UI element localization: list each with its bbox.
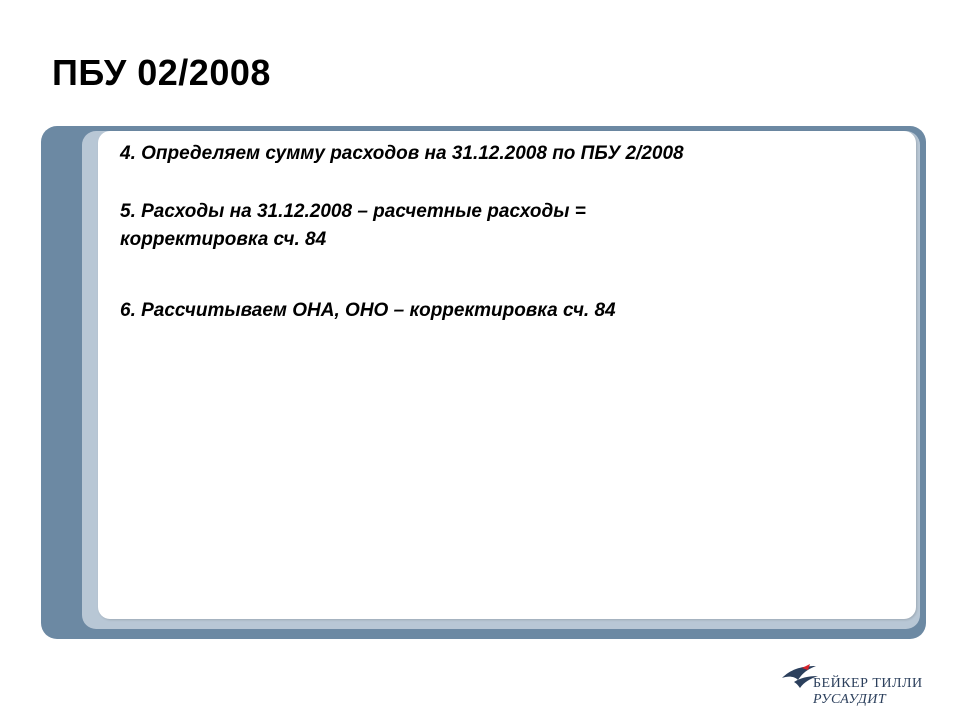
list-item-5 [120, 198, 880, 254]
list-item-5-line1: 5. Расходы на 31.12.2008 – расчетные расходы = [120, 201, 586, 222]
content-text [120, 140, 880, 325]
list-item-6: 6. Рассчитываем ОНА, ОНО – корректировка сч. 84 [120, 300, 616, 321]
logo-text-line1: БЕЙКЕР ТИЛЛИ [813, 676, 923, 691]
slide-title: ПБУ 02/2008 [52, 52, 271, 93]
list-item-5-line2: корректировка сч. 84 [120, 229, 327, 250]
list-item-4: 4. Определяем сумму расходов на 31.12.2008 по ПБУ 2/2008 [120, 143, 684, 164]
logo-text-line2: РУСАУДИТ [813, 692, 887, 707]
company-logo [780, 660, 930, 710]
